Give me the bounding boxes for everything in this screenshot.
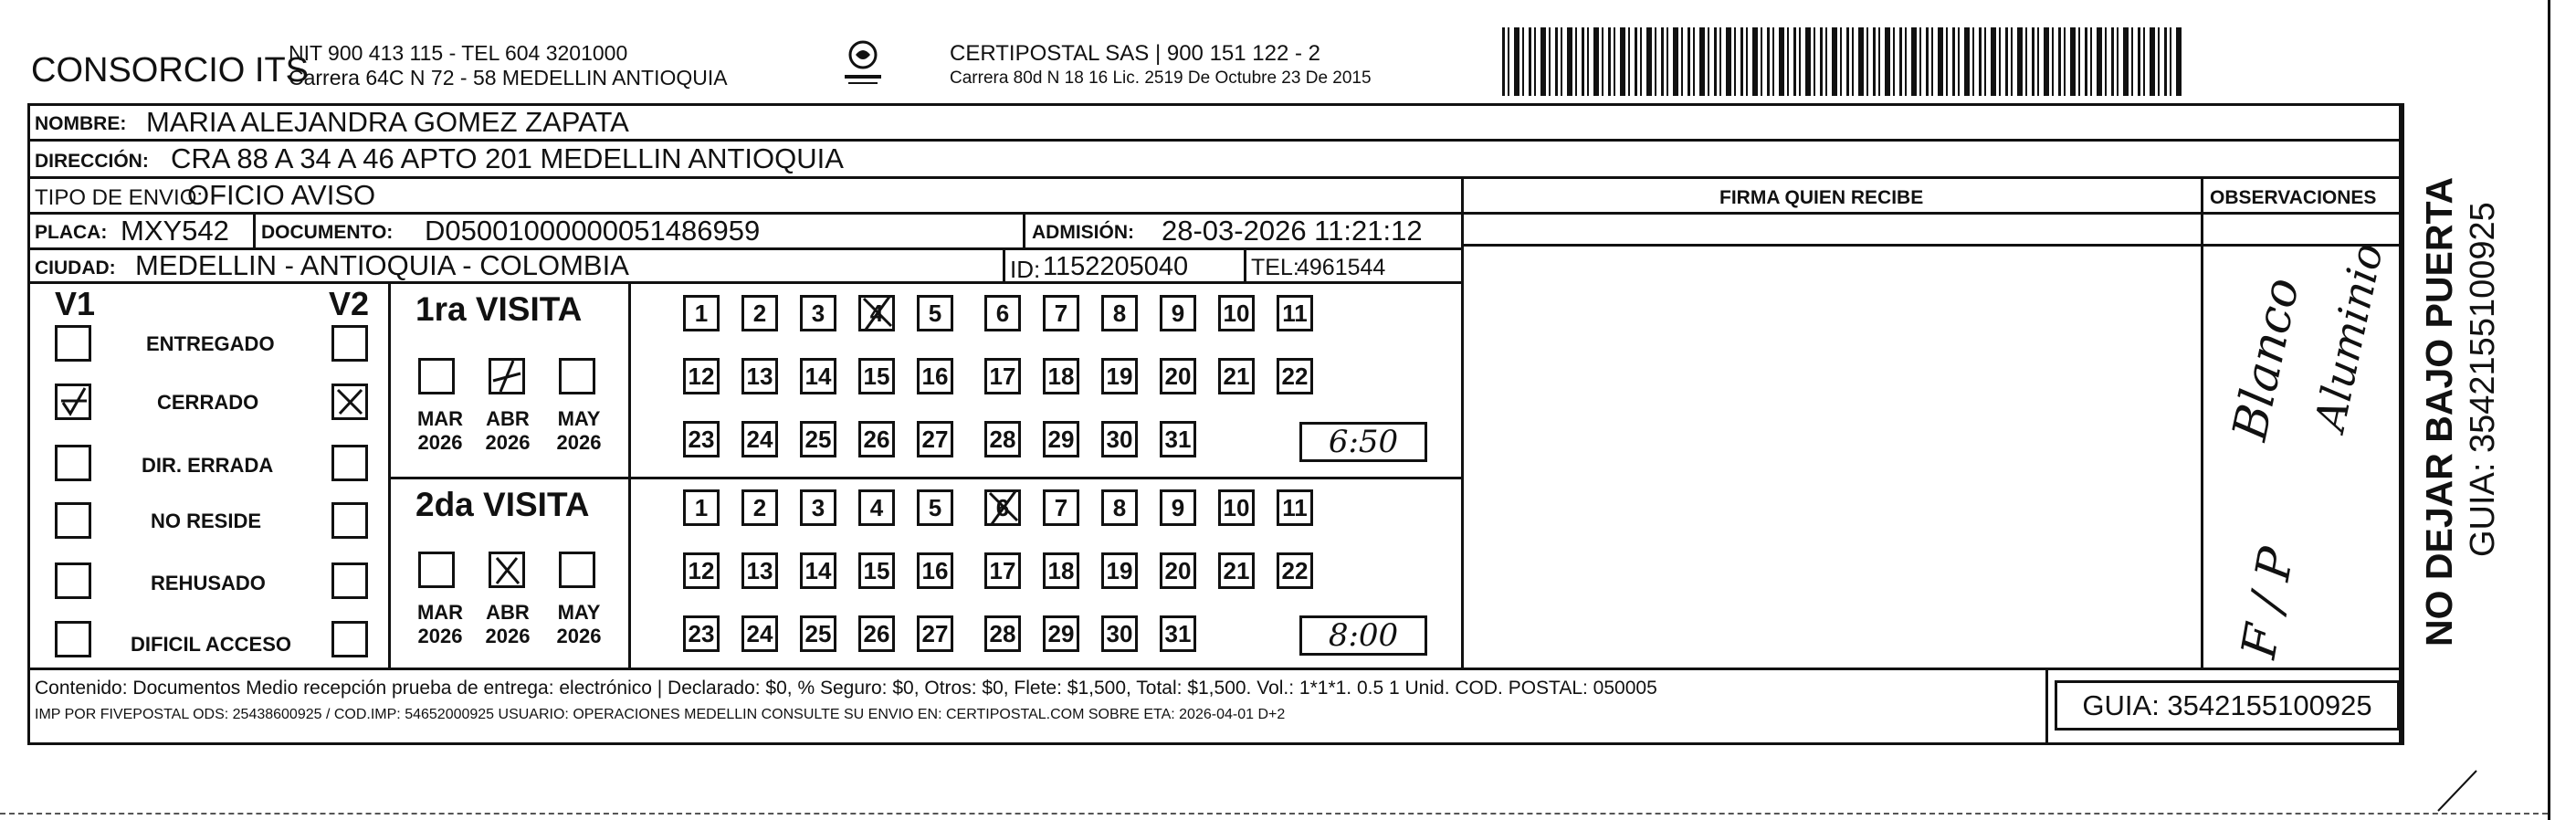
visit1-day-box[interactable] bbox=[741, 421, 778, 457]
status-cerrado: CERRADO bbox=[157, 391, 259, 414]
footer-print-line: IMP POR FIVEPOSTAL ODS: 25438600925 / COD.IMP: 54652000925 USUARIO: OPERACIONES MEDELLIN CONSULTE SU ENVIO EN: CERTIPOSTAL.COM SOBRE ETA: 2026-04-01 D+2 bbox=[35, 707, 1286, 722]
visit1-day-box[interactable] bbox=[984, 421, 1021, 457]
v2-checkbox-dir-errada[interactable] bbox=[331, 445, 368, 481]
row-line bbox=[388, 477, 1463, 479]
day-number: 28 bbox=[989, 425, 1016, 453]
status-dificil-acceso: DIFICIL ACCESO bbox=[131, 633, 292, 656]
visit2-month-abr-checkbox[interactable] bbox=[489, 552, 525, 588]
recipient-name: MARIA ALEJANDRA GOMEZ ZAPATA bbox=[146, 106, 629, 138]
visit1-day-box[interactable] bbox=[1043, 295, 1079, 331]
visit2-day-box[interactable] bbox=[800, 489, 836, 526]
visit1-day-box[interactable] bbox=[800, 421, 836, 457]
day-number: 30 bbox=[1106, 619, 1133, 647]
visit1-day-box[interactable] bbox=[1277, 358, 1313, 394]
visit1-month-may: MAY 2026 bbox=[556, 407, 602, 454]
day-number: 27 bbox=[921, 425, 949, 453]
visit2-time-box[interactable] bbox=[1299, 615, 1427, 656]
document-number: D05001000000051486959 bbox=[425, 215, 761, 247]
visit2-day-box[interactable] bbox=[741, 489, 778, 526]
visit2-month-abr: ABR 2026 bbox=[485, 601, 531, 647]
day-number: 26 bbox=[863, 619, 890, 647]
row-line bbox=[27, 176, 2402, 179]
visit1-day-box[interactable] bbox=[984, 358, 1021, 394]
visit2-day-box[interactable] bbox=[683, 489, 720, 526]
admission-label: ADMISIÓN: bbox=[1032, 222, 1134, 243]
visit1-day-box[interactable] bbox=[1101, 295, 1138, 331]
visit2-day-box[interactable] bbox=[1277, 489, 1313, 526]
visit1-day-box[interactable] bbox=[1218, 358, 1255, 394]
visit2-day-box[interactable] bbox=[1101, 489, 1138, 526]
day-number: 11 bbox=[1282, 299, 1308, 327]
day-number: 12 bbox=[688, 362, 715, 390]
right-edge-line bbox=[2548, 0, 2550, 820]
visit2-day-box[interactable] bbox=[1277, 552, 1313, 589]
visit1-day-box[interactable] bbox=[1043, 421, 1079, 457]
fold-mark-icon bbox=[2429, 767, 2484, 813]
visit2-day-box[interactable] bbox=[858, 552, 895, 589]
shipment-type: OFICIO AVISO bbox=[187, 179, 376, 211]
visit2-day-box[interactable] bbox=[984, 552, 1021, 589]
day-number: 3 bbox=[811, 299, 825, 327]
day-number: 12 bbox=[688, 556, 715, 584]
day-number: 9 bbox=[1171, 299, 1185, 327]
day-number: 4 bbox=[869, 299, 884, 327]
visit1-day-box[interactable] bbox=[1043, 358, 1079, 394]
id-number: 1152205040 bbox=[1043, 252, 1189, 281]
visit1-day-box[interactable] bbox=[800, 295, 836, 331]
visit2-day-box[interactable] bbox=[984, 615, 1021, 652]
day-number: 20 bbox=[1164, 556, 1192, 584]
day-number: 6 bbox=[995, 299, 1010, 327]
day-number: 17 bbox=[989, 556, 1016, 584]
v1-checkbox-rehusado[interactable] bbox=[55, 562, 91, 599]
col-line bbox=[628, 281, 631, 668]
barcode bbox=[1502, 27, 2182, 96]
company-nit: NIT 900 413 115 - TEL 604 3201000 bbox=[289, 41, 628, 65]
visit2-month-mar: MAR 2026 bbox=[416, 601, 464, 647]
name-label: NOMBRE: bbox=[35, 113, 127, 134]
col-line bbox=[1461, 176, 1464, 668]
day-number: 21 bbox=[1223, 556, 1250, 584]
v2-checkbox-dificil-acceso[interactable] bbox=[331, 621, 368, 657]
day-number: 3 bbox=[811, 493, 825, 521]
day-number: 24 bbox=[746, 619, 773, 647]
observations-area bbox=[2204, 215, 2401, 667]
visit2-day-box[interactable] bbox=[1160, 489, 1196, 526]
company-name: CONSORCIO ITS bbox=[31, 51, 310, 89]
day-number: 24 bbox=[746, 425, 773, 453]
visit1-title: 1ra VISITA bbox=[415, 290, 583, 328]
visit2-day-box[interactable] bbox=[683, 552, 720, 589]
col-line bbox=[2045, 668, 2048, 745]
address-label: DIRECCIÓN: bbox=[35, 151, 149, 172]
day-number: 22 bbox=[1281, 362, 1309, 390]
day-number: 16 bbox=[921, 556, 949, 584]
status-no-reside: NO RESIDE bbox=[151, 510, 262, 532]
id-label: ID: bbox=[1010, 256, 1041, 283]
visit1-day-box[interactable] bbox=[984, 295, 1021, 331]
visit1-day-box[interactable] bbox=[858, 421, 895, 457]
day-number: 1 bbox=[694, 299, 709, 327]
visit1-day-box[interactable] bbox=[1277, 295, 1313, 331]
visit2-day-box[interactable] bbox=[858, 615, 895, 652]
day-number: 28 bbox=[989, 619, 1016, 647]
v2-checkbox-entregado[interactable] bbox=[331, 325, 368, 362]
day-number: 18 bbox=[1047, 362, 1075, 390]
side-guide-number: GUIA: 3542155100925 bbox=[2464, 202, 2502, 557]
day-number: 4 bbox=[869, 493, 884, 521]
status-dir-errada: DIR. ERRADA bbox=[142, 454, 274, 477]
visit2-month-may-checkbox[interactable] bbox=[559, 552, 595, 588]
day-number: 5 bbox=[928, 493, 942, 521]
v1-checkbox-dir-errada[interactable] bbox=[55, 445, 91, 481]
day-number: 31 bbox=[1164, 619, 1192, 647]
x-mark-icon bbox=[984, 489, 1021, 526]
v1-checkbox-no-reside[interactable] bbox=[55, 502, 91, 539]
visit1-day-box[interactable] bbox=[1160, 295, 1196, 331]
visit2-day-box[interactable] bbox=[917, 552, 953, 589]
visit2-title: 2da VISITA bbox=[415, 486, 590, 523]
day-number: 2 bbox=[752, 299, 767, 327]
visit2-day-box[interactable] bbox=[800, 615, 836, 652]
day-number: 19 bbox=[1106, 362, 1133, 390]
day-number: 1 bbox=[694, 493, 709, 521]
day-number: 18 bbox=[1047, 556, 1075, 584]
col-line bbox=[1003, 247, 1005, 281]
day-number: 22 bbox=[1281, 556, 1309, 584]
footer-guide-number: GUIA: 3542155100925 bbox=[2082, 689, 2372, 721]
col-line bbox=[253, 212, 256, 247]
visit1-day-box[interactable] bbox=[1218, 295, 1255, 331]
v2-checkbox-cerrado[interactable] bbox=[331, 384, 368, 420]
v1-header: V1 bbox=[55, 285, 96, 322]
visit2-month-may: MAY 2026 bbox=[556, 601, 602, 647]
day-number: 5 bbox=[928, 299, 942, 327]
v1-checkbox-entregado[interactable] bbox=[55, 325, 91, 362]
day-number: 21 bbox=[1223, 362, 1250, 390]
day-number: 6 bbox=[995, 493, 1010, 521]
x-mark-icon bbox=[334, 386, 365, 417]
visit1-day-box[interactable] bbox=[917, 358, 953, 394]
visit1-day-box[interactable] bbox=[683, 358, 720, 394]
visit2-day-box[interactable] bbox=[1160, 615, 1196, 652]
visit2-day-box[interactable] bbox=[1160, 552, 1196, 589]
visit2-day-box[interactable] bbox=[1101, 615, 1138, 652]
day-number: 26 bbox=[863, 425, 890, 453]
visit1-day-box[interactable] bbox=[858, 358, 895, 394]
day-number: 11 bbox=[1282, 493, 1308, 521]
visit1-day-box[interactable] bbox=[917, 421, 953, 457]
day-number: 30 bbox=[1106, 425, 1133, 453]
visit2-day-box[interactable] bbox=[741, 615, 778, 652]
v2-checkbox-no-reside[interactable] bbox=[331, 502, 368, 539]
tel-number: 4961544 bbox=[1297, 255, 1386, 280]
day-number: 16 bbox=[921, 362, 949, 390]
shipment-type-label: TIPO DE ENVIO: bbox=[35, 185, 204, 210]
visit2-month-mar-checkbox[interactable] bbox=[418, 552, 455, 588]
signature-header: FIRMA QUIEN RECIBE bbox=[1719, 187, 1924, 208]
visit1-month-abr: ABR 2026 bbox=[485, 407, 531, 454]
recipient-address: CRA 88 A 34 A 46 APTO 201 MEDELLIN ANTIOQUIA bbox=[171, 142, 844, 174]
visit1-day-box[interactable] bbox=[1160, 421, 1196, 457]
visit2-day-box[interactable] bbox=[1101, 552, 1138, 589]
status-rehusado: REHUSADO bbox=[151, 572, 266, 594]
day-number: 14 bbox=[804, 362, 832, 390]
observations-header: OBSERVACIONES bbox=[2210, 187, 2377, 208]
col-line bbox=[1023, 212, 1025, 247]
col-line bbox=[2201, 176, 2203, 668]
cut-line bbox=[0, 813, 2548, 815]
check-mark-icon bbox=[58, 386, 89, 417]
visit1-day-box[interactable] bbox=[1101, 421, 1138, 457]
visit2-day-box[interactable] bbox=[1218, 489, 1255, 526]
day-number: 25 bbox=[804, 619, 832, 647]
company-address: Carrera 64C N 72 - 58 MEDELLIN ANTIOQUIA bbox=[289, 66, 728, 89]
city-label: CIUDAD: bbox=[35, 258, 116, 279]
cross-mark-icon bbox=[491, 361, 522, 392]
visit1-month-abr-checkbox[interactable] bbox=[489, 358, 525, 394]
day-number: 15 bbox=[863, 556, 890, 584]
visit1-time-box[interactable] bbox=[1299, 422, 1427, 462]
certipostal-logo bbox=[836, 37, 890, 91]
visit1-day-box[interactable] bbox=[1101, 358, 1138, 394]
tel-label: TEL: bbox=[1251, 255, 1299, 280]
visit1-day-box[interactable] bbox=[800, 358, 836, 394]
carrier-address: Carrera 80d N 18 16 Lic. 2519 De Octubre 23 De 2015 bbox=[950, 68, 1372, 88]
visit1-month-mar: MAR 2026 bbox=[416, 407, 464, 454]
day-number: 25 bbox=[804, 425, 832, 453]
observation-note-2: Aluminio bbox=[2305, 238, 2393, 436]
col-line bbox=[1244, 247, 1246, 281]
side-notice: NO DEJAR BAJO PUERTA bbox=[2418, 176, 2460, 647]
day-number: 23 bbox=[688, 619, 715, 647]
footer-content-line: Contenido: Documentos Medio recepción prueba de entrega: electrónico | Declarado: $0, % Seguro: $0, Otros: $0, Flete: $1,500, Total: $1,500. Vol.: 1*1*1. 0.5 1 Unid. COD. POSTAL: 050005 bbox=[35, 678, 1657, 699]
visit1-day-box[interactable] bbox=[858, 295, 895, 331]
v1-checkbox-cerrado[interactable] bbox=[55, 384, 91, 420]
visit1-day-box[interactable] bbox=[1160, 358, 1196, 394]
day-number: 10 bbox=[1223, 299, 1250, 327]
visit2-day-box[interactable] bbox=[1043, 552, 1079, 589]
day-number: 15 bbox=[863, 362, 890, 390]
day-number: 19 bbox=[1106, 556, 1133, 584]
signature-area[interactable] bbox=[1465, 215, 2200, 667]
visit2-time-note: 8:00 bbox=[1328, 617, 1399, 654]
day-number: 2 bbox=[752, 493, 767, 521]
visit2-day-box[interactable] bbox=[917, 489, 953, 526]
city: MEDELLIN - ANTIOQUIA - COLOMBIA bbox=[135, 249, 629, 281]
day-number: 7 bbox=[1054, 493, 1068, 521]
observation-note-3: F / P bbox=[2232, 543, 2306, 663]
visit1-day-box[interactable] bbox=[683, 421, 720, 457]
visit2-day-box[interactable] bbox=[1043, 489, 1079, 526]
day-number: 29 bbox=[1047, 619, 1075, 647]
day-number: 31 bbox=[1164, 425, 1192, 453]
day-number: 8 bbox=[1112, 299, 1127, 327]
observation-note-1: Blanco bbox=[2223, 273, 2311, 446]
visit2-day-box[interactable] bbox=[1043, 615, 1079, 652]
day-number: 10 bbox=[1223, 493, 1250, 521]
visit2-day-box[interactable] bbox=[1218, 552, 1255, 589]
visit1-time-note: 6:50 bbox=[1328, 424, 1399, 460]
day-number: 23 bbox=[688, 425, 715, 453]
day-number: 29 bbox=[1047, 425, 1075, 453]
document-label: DOCUMENTO: bbox=[261, 222, 394, 243]
admission-date: 28-03-2026 11:21:12 bbox=[1162, 215, 1423, 247]
status-entregado: ENTREGADO bbox=[146, 332, 275, 355]
visit1-day-box[interactable] bbox=[741, 295, 778, 331]
visit1-day-box[interactable] bbox=[917, 295, 953, 331]
day-number: 14 bbox=[804, 556, 832, 584]
v2-checkbox-rehusado[interactable] bbox=[331, 562, 368, 599]
visit2-day-box[interactable] bbox=[858, 489, 895, 526]
v2-header: V2 bbox=[329, 285, 370, 322]
day-number: 13 bbox=[746, 556, 773, 584]
carrier-name: CERTIPOSTAL SAS | 900 151 122 - 2 bbox=[950, 41, 1320, 66]
col-line bbox=[388, 281, 391, 668]
visit1-day-box[interactable] bbox=[741, 358, 778, 394]
visit2-day-box[interactable] bbox=[917, 615, 953, 652]
visit1-month-may-checkbox[interactable] bbox=[559, 358, 595, 394]
v1-checkbox-dificil-acceso[interactable] bbox=[55, 621, 91, 657]
day-number: 9 bbox=[1171, 493, 1185, 521]
visit1-day-box[interactable] bbox=[683, 295, 720, 331]
visit2-day-box[interactable] bbox=[683, 615, 720, 652]
visit2-day-box[interactable] bbox=[800, 552, 836, 589]
day-number: 17 bbox=[989, 362, 1016, 390]
day-number: 7 bbox=[1054, 299, 1068, 327]
day-number: 8 bbox=[1112, 493, 1127, 521]
day-number: 13 bbox=[746, 362, 773, 390]
visit2-day-box[interactable] bbox=[984, 489, 1021, 526]
plate-number: MXY542 bbox=[121, 215, 229, 247]
day-number: 20 bbox=[1164, 362, 1192, 390]
plate-label: PLACA: bbox=[35, 222, 108, 243]
x-mark-icon bbox=[491, 554, 522, 585]
visit1-month-mar-checkbox[interactable] bbox=[418, 358, 455, 394]
side-divider bbox=[2402, 103, 2404, 745]
visit2-day-box[interactable] bbox=[741, 552, 778, 589]
row-line bbox=[27, 139, 2402, 142]
day-number: 27 bbox=[921, 619, 949, 647]
footer-guide-box bbox=[2055, 680, 2400, 731]
x-mark-icon bbox=[858, 295, 895, 331]
